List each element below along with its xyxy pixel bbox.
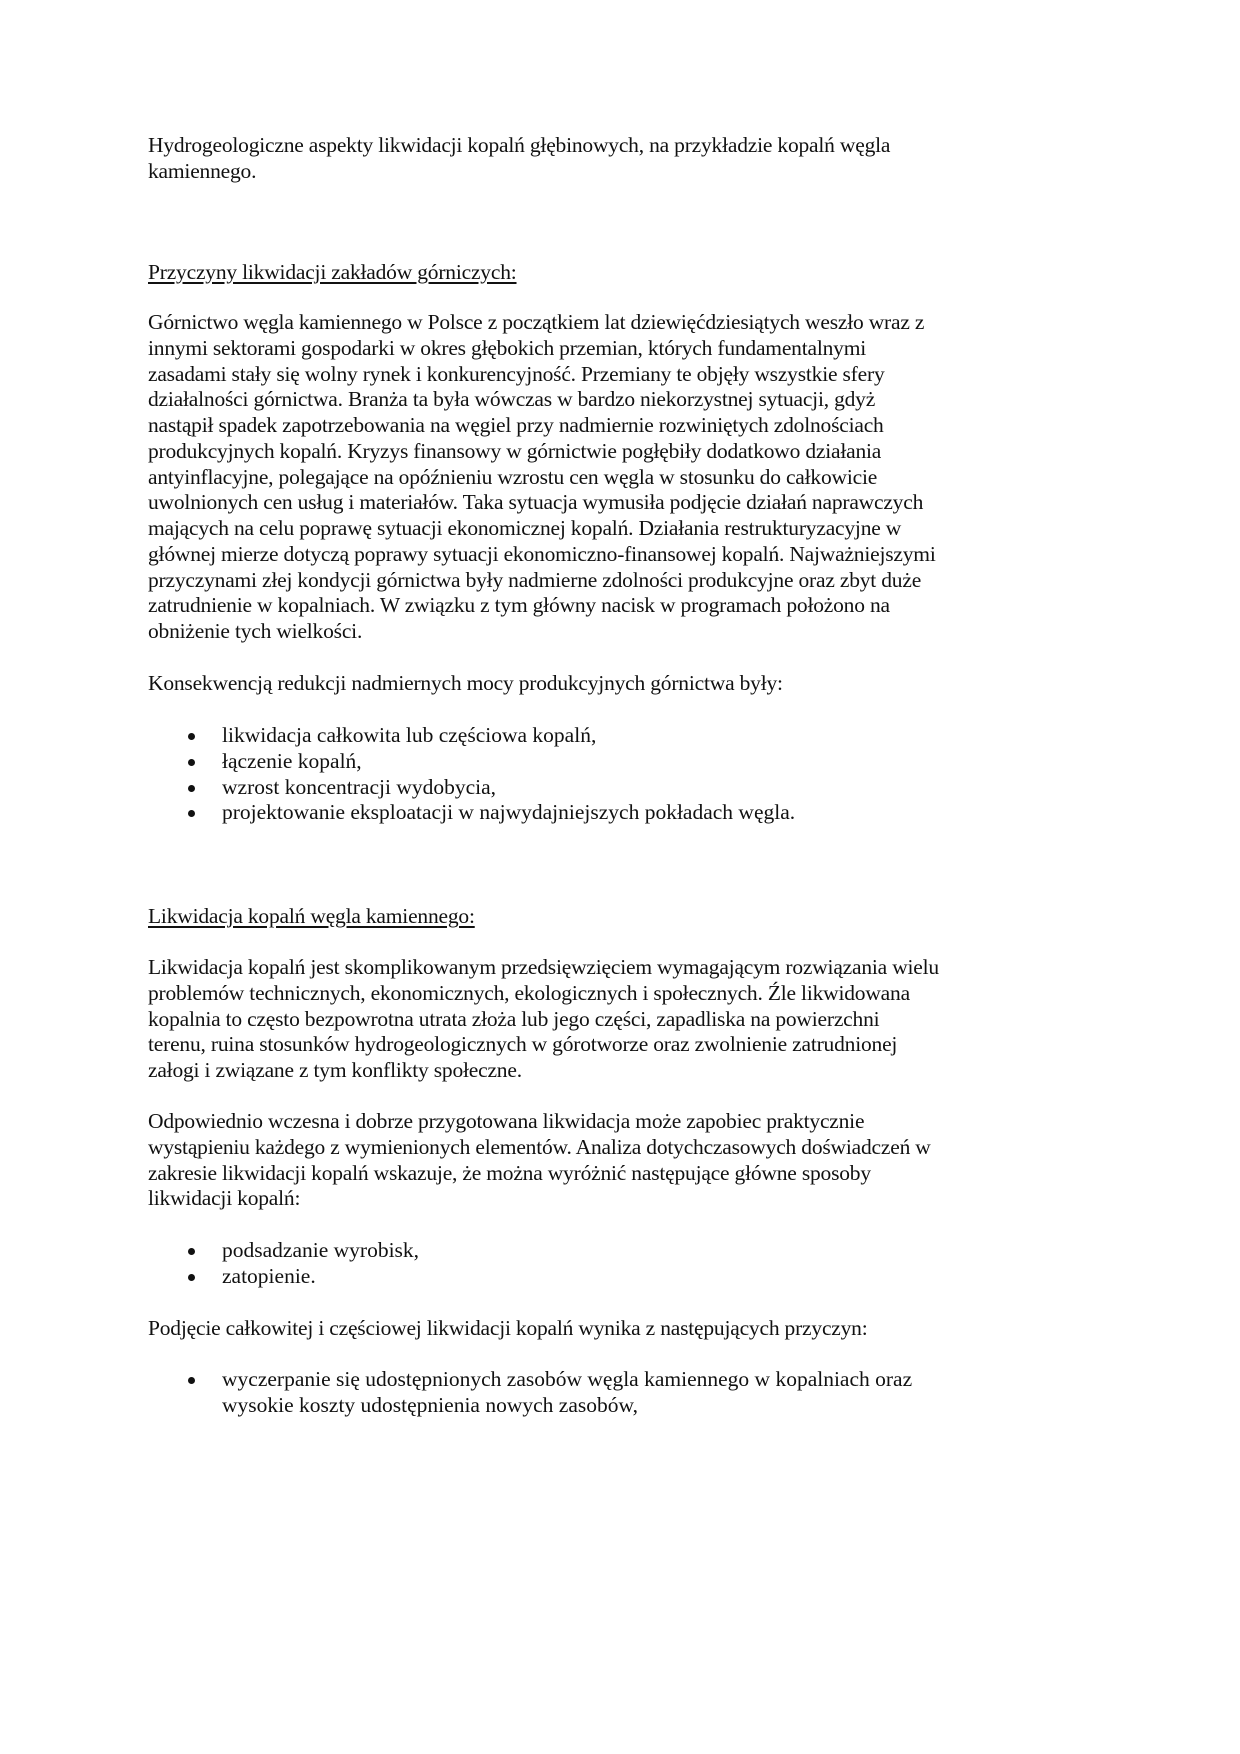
- text-line: innymi sektorami gospodarki w okres głębokich przemian, których fundamentalnymi: [148, 335, 867, 360]
- title-line: Hydrogeologiczne aspekty likwidacji kopalń głębinowych, na przykładzie kopalń węgla: [148, 133, 891, 157]
- text-line: nastąpił spadek zapotrzebowania na węgiel przy nadmiernie rozwiniętych zdolnościach: [148, 413, 884, 437]
- list-item-text: łączenie kopalń,: [222, 748, 362, 773]
- text-line: przyczynami złej kondycji górnictwa były nadmierne zdolności produkcyjne oraz zbyt duże: [148, 567, 922, 592]
- paragraph: [148, 955, 939, 1084]
- list-item: [148, 775, 795, 801]
- list-item: [148, 800, 795, 826]
- text-line: mających na celu poprawę sytuacji ekonomicznej kopalń. Działania restrukturyzacyjne w: [148, 516, 902, 540]
- paragraph: Podjęcie całkowitej i częściowej likwidacji kopalń wynika z następujących przyczyn:: [148, 1316, 868, 1340]
- text-line: terenu, ruina stosunków hydrogeologicznych w górotworze oraz zwolnienie zatrudnionej: [148, 1032, 898, 1057]
- list-item-text: likwidacja całkowita lub częściowa kopalń,: [222, 723, 597, 747]
- text-line: obniżenie tych wielkości.: [148, 619, 363, 643]
- text-line: problemów technicznych, ekonomicznych, ekologicznych i społecznych. Źle likwidowana: [148, 980, 910, 1005]
- bullet-icon: [188, 733, 195, 740]
- list-item: [148, 749, 795, 775]
- document-title: [148, 133, 890, 185]
- section-heading: Likwidacja kopalń węgla kamiennego:: [148, 904, 475, 928]
- text-line: likwidacji kopalń:: [148, 1186, 301, 1211]
- text-line: wystąpieniu każdego z wymienionych elementów. Analiza dotychczasowych doświadczeń w: [148, 1134, 931, 1159]
- text-line: Likwidacja kopalń jest skomplikowanym przedsięwzięciem wymagającym rozwiązania wielu: [148, 955, 939, 979]
- text-line: produkcyjnych kopalń. Kryzys finansowy w górnictwie pogłębiły dodatkowo działania: [148, 438, 882, 463]
- text-line: Odpowiednio wczesna i dobrze przygotowana likwidacja może zapobiec praktycznie: [148, 1109, 865, 1133]
- text-line: zasadami stały się wolny rynek i konkurencyjność. Przemiany te objęły wszystkie sfery: [148, 361, 885, 386]
- list-item: [148, 1238, 419, 1264]
- bullet-icon: [188, 759, 195, 766]
- bullet-icon: [188, 1377, 195, 1384]
- list-item: [148, 1367, 912, 1393]
- list-item-text: podsadzanie wyrobisk,: [222, 1238, 420, 1262]
- bullet-list: [148, 723, 795, 826]
- paragraph: Konsekwencją redukcji nadmiernych mocy produkcyjnych górnictwa były:: [148, 671, 783, 695]
- text-line: uwolnionych cen usług i materiałów. Taka sytuacja wymusiła podjęcie działań naprawczych: [148, 490, 924, 515]
- bullet-list: [148, 1367, 912, 1419]
- bullet-icon: [188, 1248, 195, 1255]
- list-item-text: wysokie koszty udostępnienia nowych zasobów,: [222, 1392, 638, 1417]
- text-line: załogi i związane z tym konflikty społeczne.: [148, 1058, 522, 1082]
- paragraph: [148, 1109, 931, 1212]
- list-item: [148, 1264, 419, 1290]
- text-line: kopalnia to często bezpowrotna utrata złoża lub jego części, zapadliska na powierzchni: [148, 1006, 880, 1031]
- list-item-continuation: [148, 1393, 912, 1419]
- text-line: antyinflacyjne, polegające na opóźnieniu wzrostu cen węgla w stosunku do całkowicie: [148, 464, 878, 489]
- bullet-list: [148, 1238, 419, 1290]
- text-line: zakresie likwidacji kopalń wskazuje, że można wyróżnić następujące główne sposoby: [148, 1160, 871, 1185]
- section-heading: Przyczyny likwidacji zakładów górniczych:: [148, 260, 517, 284]
- list-item-text: zatopienie.: [222, 1263, 316, 1288]
- title-line: kamiennego.: [148, 158, 257, 183]
- text-line: głównej mierze dotyczą poprawy sytuacji ekonomiczno-finansowej kopalń. Najważniejszymi: [148, 541, 936, 566]
- paragraph: [148, 310, 936, 645]
- list-item-text: wyczerpanie się udostępnionych zasobów węgla kamiennego w kopalniach oraz: [222, 1367, 913, 1391]
- text-line: zatrudnienie w kopalniach. W związku z tym główny nacisk w programach położono na: [148, 593, 890, 618]
- list-item-text: projektowanie eksploatacji w najwydajniejszych pokładach węgla.: [222, 800, 796, 825]
- text-line: Górnictwo węgla kamiennego w Polsce z początkiem lat dziewięćdziesiątych weszło wraz z: [148, 310, 925, 334]
- bullet-icon: [188, 785, 195, 792]
- text-line: działalności górnictwa. Branża ta była wówczas w bardzo niekorzystnej sytuacji, gdyż: [148, 387, 876, 412]
- bullet-icon: [188, 810, 195, 817]
- list-item: [148, 723, 795, 749]
- list-item-text: wzrost koncentracji wydobycia,: [222, 774, 497, 799]
- bullet-icon: [188, 1274, 195, 1281]
